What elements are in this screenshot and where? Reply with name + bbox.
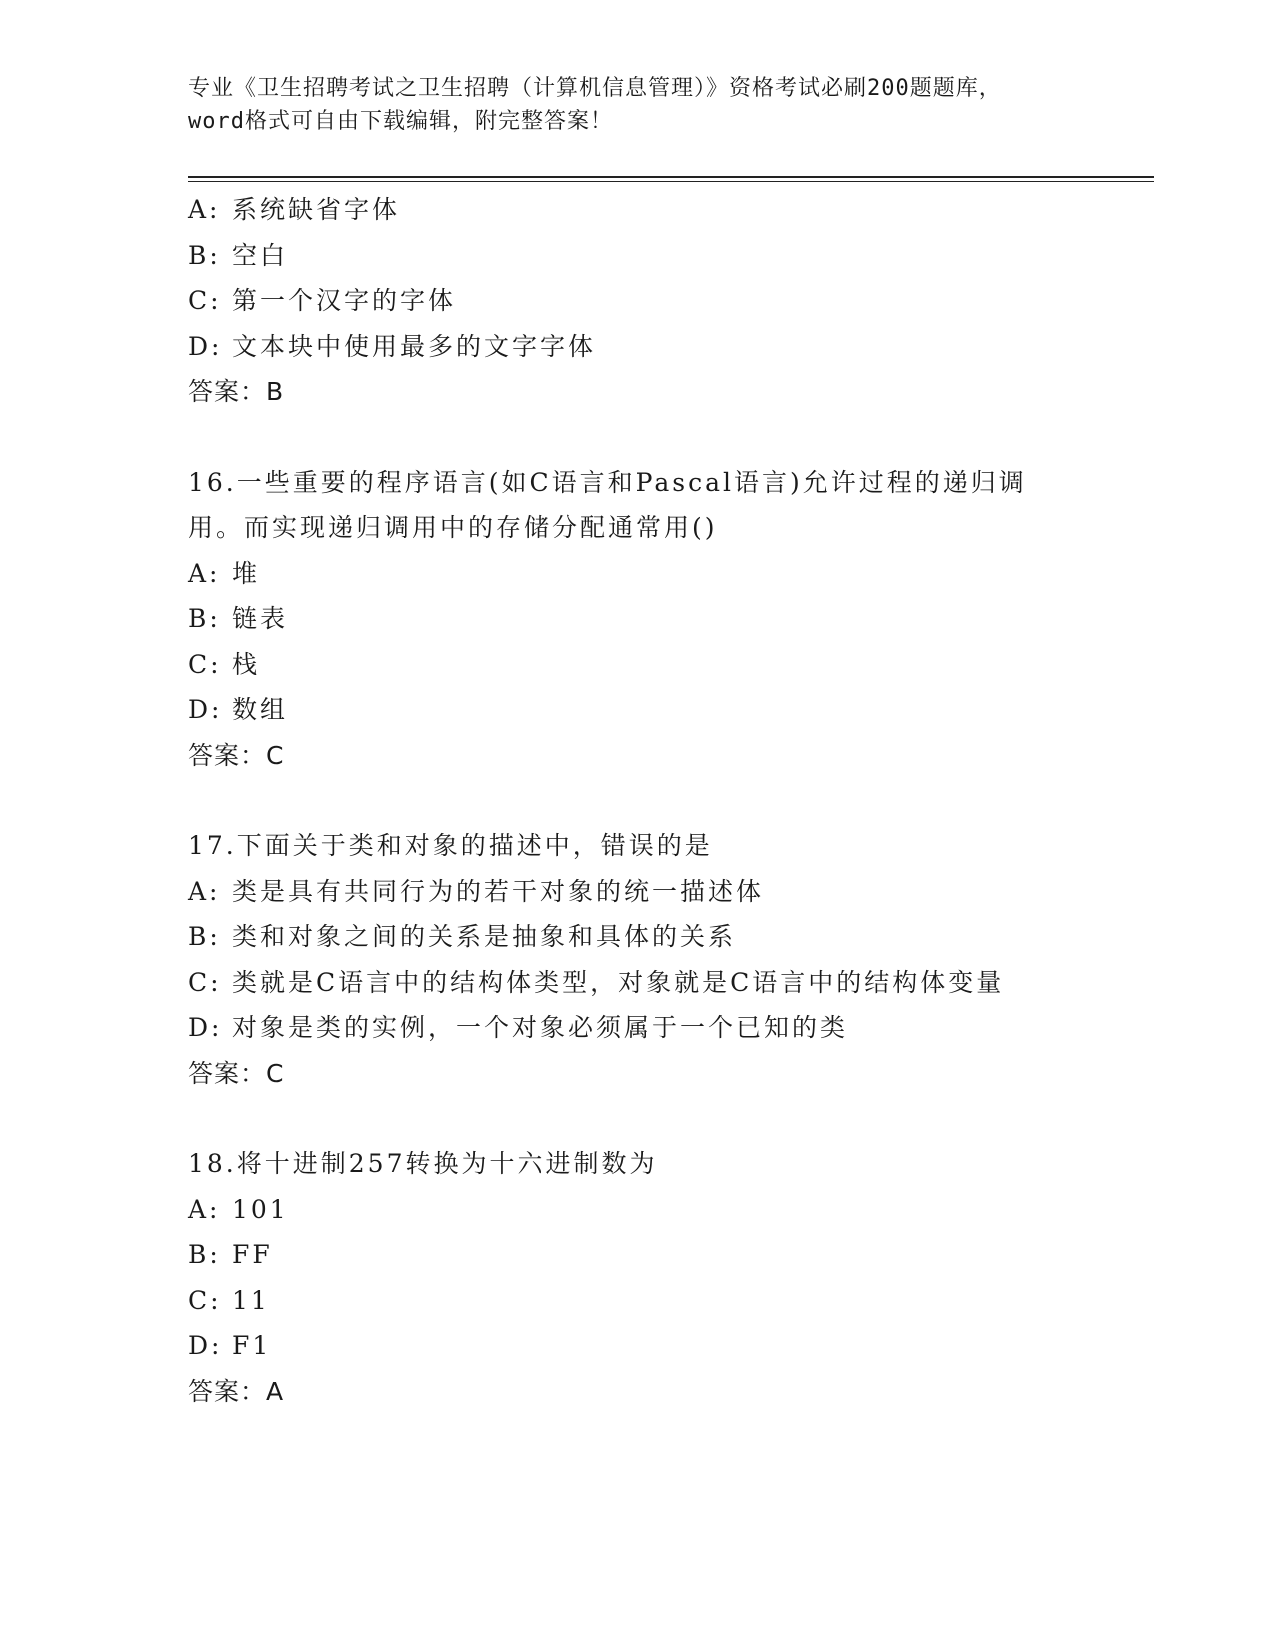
question-block: [188, 823, 1088, 1096]
option-letter: D:: [188, 331, 223, 361]
question-stem: 18.将十进制257转换为十六进制数为: [188, 1149, 658, 1178]
spacer: [188, 778, 1088, 823]
question-stem: 16.一些重要的程序语言(如C语言和Pascal语言)允许过程的递归调用。而实现递归调用中的存储分配通常用(): [188, 467, 1027, 542]
answer-line: 答案：C: [188, 740, 285, 770]
option-letter: C:: [188, 1285, 222, 1315]
question-block: [188, 460, 1088, 779]
question-stem: 17.下面关于类和对象的描述中，错误的是: [188, 831, 713, 860]
option-line: [188, 278, 1088, 324]
option-letter: A:: [188, 558, 221, 588]
option-letter: C:: [188, 967, 222, 997]
header-line-2: word格式可自由下载编辑，附完整答案！: [188, 109, 613, 134]
option-text: 系统缺省字体: [232, 195, 401, 224]
question-block: [188, 187, 1088, 415]
option-text: 对象是类的实例，一个对象必须属于一个已知的类: [232, 1013, 849, 1042]
option-text: 类是具有共同行为的若干对象的统一描述体: [232, 876, 765, 906]
option-line: [188, 869, 1088, 915]
spacer: [188, 415, 1088, 460]
option-line: [188, 324, 1088, 370]
option-line: [188, 1187, 1088, 1233]
option-line: [188, 233, 1088, 279]
option-text: 文本块中使用最多的文字字体: [232, 331, 597, 361]
option-letter: B:: [188, 1240, 221, 1269]
option-letter: C:: [188, 286, 222, 315]
option-letter: D:: [188, 1013, 223, 1042]
option-text: 栈: [232, 649, 261, 679]
option-letter: A:: [188, 1194, 221, 1224]
page-header: [188, 72, 1088, 138]
option-line: [188, 551, 1088, 597]
option-letter: B:: [188, 922, 221, 951]
option-text: F1: [232, 1331, 272, 1360]
question-block: [188, 1141, 1088, 1414]
option-letter: B:: [188, 240, 221, 270]
option-letter: D:: [188, 695, 223, 724]
header-line-1: 专业《卫生招聘考试之卫生招聘（计算机信息管理）》资格考试必刷200题题库，: [188, 76, 1002, 101]
header-divider-thin: [188, 181, 1154, 182]
option-letter: C:: [188, 649, 222, 679]
option-text: 数组: [232, 695, 289, 724]
option-letter: A:: [188, 195, 221, 224]
option-text: 第一个汉字的字体: [232, 286, 457, 315]
question-list: [188, 187, 1088, 1414]
option-letter: A:: [188, 876, 221, 906]
option-text: 空白: [232, 240, 289, 270]
option-line: [188, 187, 1088, 233]
option-line: [188, 687, 1088, 733]
option-text: 11: [232, 1285, 270, 1315]
answer-line: 答案：B: [188, 377, 285, 406]
option-text: 类就是C语言中的结构体类型，对象就是C语言中的结构体变量: [232, 967, 1005, 997]
option-line: [188, 1323, 1088, 1369]
option-letter: B:: [188, 604, 221, 633]
answer-line: 答案：C: [188, 1058, 285, 1088]
option-text: 链表: [232, 604, 289, 633]
option-line: [188, 914, 1088, 960]
option-letter: D:: [188, 1331, 223, 1360]
option-text: 101: [232, 1194, 289, 1224]
option-line: [188, 960, 1088, 1006]
option-text: 类和对象之间的关系是抽象和具体的关系: [232, 922, 737, 951]
option-line: [188, 642, 1088, 688]
answer-line: 答案：A: [188, 1376, 285, 1406]
header-divider-thick: [188, 176, 1154, 178]
spacer: [188, 1096, 1088, 1141]
option-text: FF: [232, 1240, 273, 1269]
option-line: [188, 1278, 1088, 1324]
option-line: [188, 1005, 1088, 1051]
option-line: [188, 596, 1088, 642]
option-text: 堆: [232, 558, 261, 588]
option-line: [188, 1232, 1088, 1278]
